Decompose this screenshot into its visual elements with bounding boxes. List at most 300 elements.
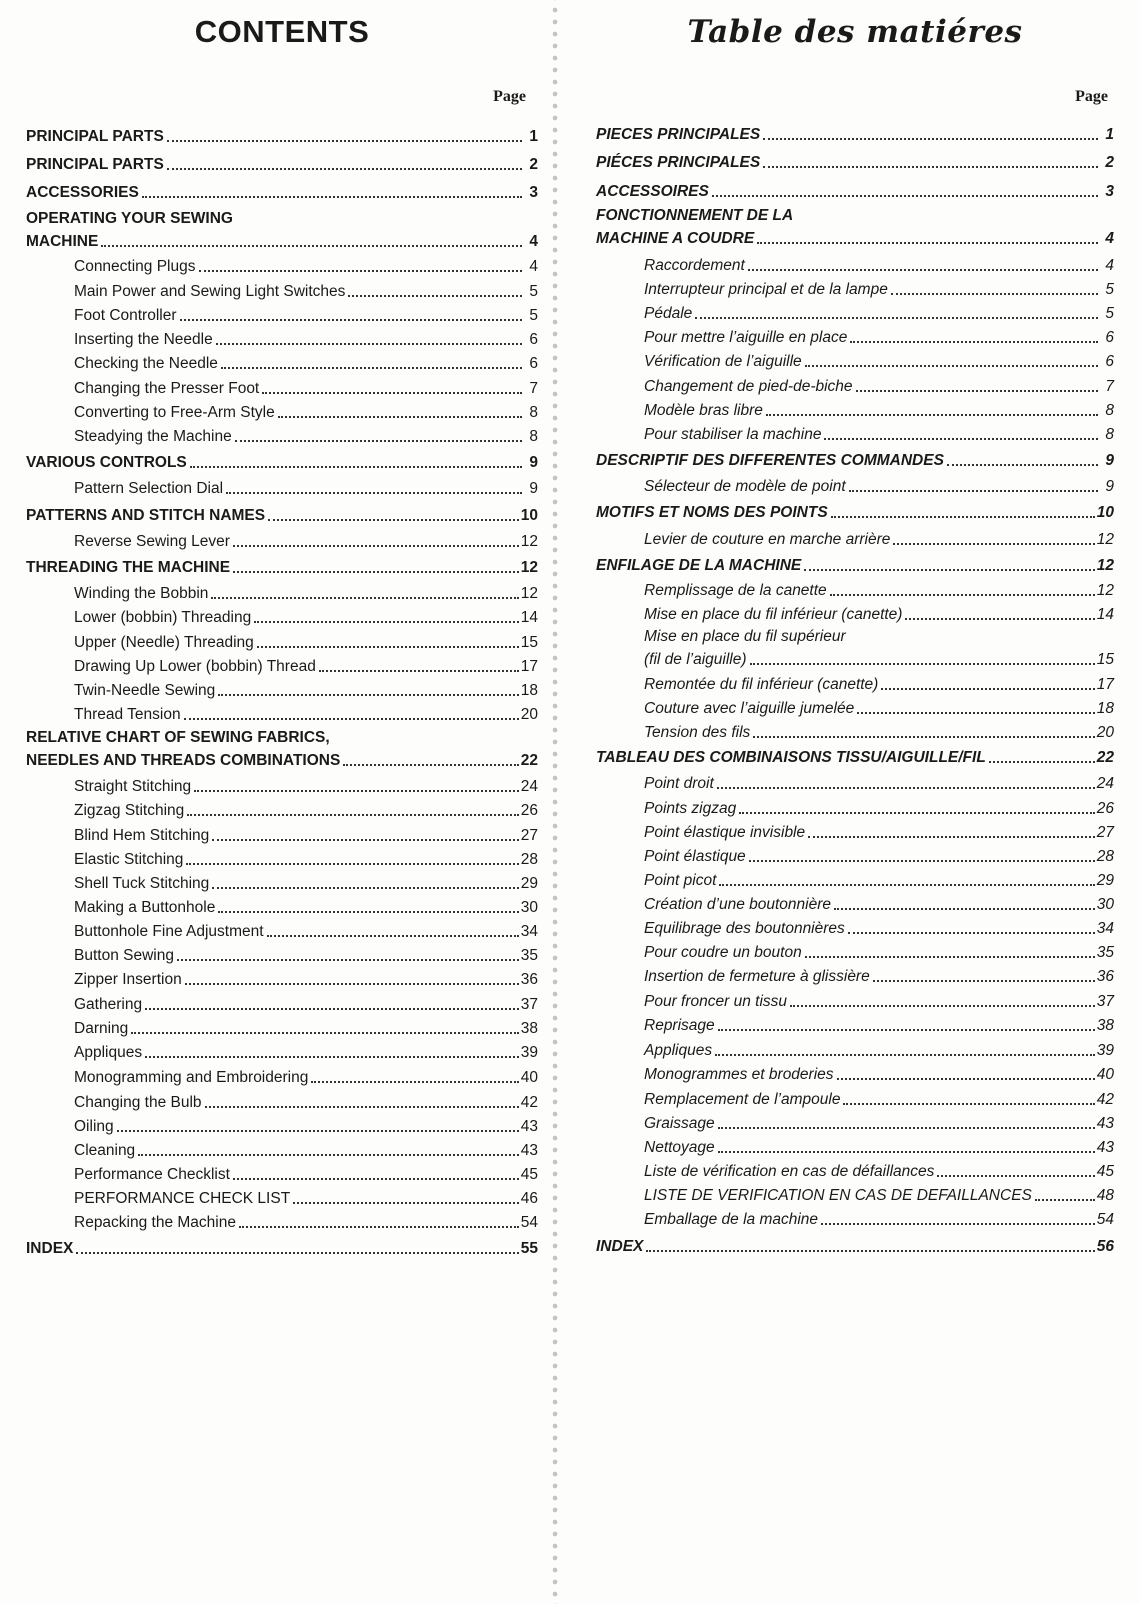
toc-page-number: 42: [1096, 1091, 1114, 1108]
toc-entry: [26, 426, 538, 447]
toc-entry-title: Nettoyage: [644, 1139, 715, 1156]
toc-page-number: 24: [1096, 775, 1114, 792]
toc-entry-title: PRINCIPAL PARTS: [26, 156, 164, 173]
dot-leader: [805, 365, 1098, 367]
toc-page-number: 45: [520, 1166, 538, 1183]
dot-leader: [185, 983, 519, 985]
toc-entry-title: Blind Hem Stitching: [74, 827, 210, 844]
toc-entry: [26, 478, 538, 499]
dot-leader: [881, 688, 1094, 690]
toc-entry-title: Point élastique: [644, 848, 746, 865]
toc-page-number: 43: [1096, 1115, 1114, 1132]
toc-entry-title: Oiling: [74, 1118, 114, 1135]
toc-entry: [596, 303, 1114, 324]
toc-entry-title: VARIOUS CONTROLS: [26, 454, 187, 471]
toc-entry-title: TABLEAU DES COMBINAISONS TISSU/AIGUILLE/FIL: [596, 749, 986, 766]
toc-entry: [26, 680, 538, 701]
toc-page-number: 6: [1105, 353, 1114, 370]
toc-page-number: 7: [1105, 378, 1114, 395]
toc-page-number: 4: [1105, 230, 1114, 247]
dot-leader: [145, 1008, 519, 1010]
toc-entry: [596, 124, 1114, 145]
toc-entry: [596, 279, 1114, 300]
toc-page-number: 54: [1096, 1211, 1114, 1228]
toc-page-number: 14: [1096, 606, 1114, 623]
toc-page-number: 3: [529, 184, 538, 201]
toc-entry-title: Elastic Stitching: [74, 851, 184, 868]
toc-page-number: 5: [1105, 305, 1114, 322]
toc-entry: [596, 918, 1114, 939]
dot-leader: [257, 646, 519, 648]
toc-entry: [26, 656, 538, 677]
toc-entry-title: Appliques: [644, 1042, 713, 1059]
toc-entry-title: Darning: [74, 1020, 129, 1037]
toc-entry-title: Levier de couture en marche arrière: [644, 531, 891, 548]
toc-entry: [26, 607, 538, 628]
toc-page-number: 6: [1105, 329, 1114, 346]
toc-entry-title: Emballage de la machine: [644, 1211, 819, 1228]
toc-entry-title: Graissage: [644, 1115, 715, 1132]
toc-entry-title: Point droit: [644, 775, 714, 792]
toc-page-number: 8: [1105, 402, 1114, 419]
dot-leader: [235, 440, 522, 442]
toc-entry-title: Vérification de l’aiguille: [644, 353, 802, 370]
toc-entry: [26, 1018, 538, 1039]
toc-entry: [26, 1092, 538, 1113]
toc-entry-title: DESCRIPTIF DES DIFFERENTES COMMANDES: [596, 452, 944, 469]
toc-entry-title: MACHINE A COUDRE: [596, 230, 755, 247]
toc-page-number: 38: [520, 1020, 538, 1037]
dot-leader: [211, 597, 518, 599]
toc-entry-title: MOTIFS ET NOMS DES POINTS: [596, 504, 828, 521]
dot-leader: [199, 270, 523, 272]
dot-leader: [268, 519, 519, 521]
toc-entry-title: Insertion de fermeture à glissière: [644, 968, 870, 985]
toc-page-number: 27: [1096, 824, 1114, 841]
toc-entry: [26, 402, 538, 423]
toc-page-number: 35: [520, 947, 538, 964]
toc-page-number: 4: [1105, 257, 1114, 274]
toc-page-number: 18: [1096, 700, 1114, 717]
toc-page-number: 15: [520, 634, 538, 651]
toc-entry: [26, 557, 538, 578]
toc-page-number: 40: [520, 1069, 538, 1086]
toc-entry-title: Checking the Needle: [74, 355, 218, 372]
toc-entry: [596, 1137, 1114, 1158]
toc-page-number: 8: [529, 404, 538, 421]
toc-entry-title: Equilibrage des boutonnières: [644, 920, 845, 937]
toc-entry: [26, 945, 538, 966]
dot-leader: [717, 787, 1095, 789]
toc-entry: [596, 604, 1114, 625]
dot-leader: [766, 414, 1098, 416]
toc-page-number: 35: [1096, 944, 1114, 961]
toc-entry: [26, 969, 538, 990]
toc-page-number: 8: [1105, 426, 1114, 443]
toc-entry-title: Couture avec l’aiguille jumelée: [644, 700, 855, 717]
toc-page-number: 5: [529, 307, 538, 324]
toc-page-number: 9: [1105, 452, 1114, 469]
toc-page-number: 38: [1096, 1017, 1114, 1034]
toc-page-number: 26: [520, 802, 538, 819]
toc-entry: [596, 870, 1114, 891]
toc-page-number: 17: [520, 658, 538, 675]
toc-page-number: 18: [520, 682, 538, 699]
dot-leader: [739, 812, 1095, 814]
dot-leader: [891, 293, 1098, 295]
toc-entry-title: INDEX: [596, 1238, 644, 1255]
toc-entry-title: Upper (Needle) Threading: [74, 634, 254, 651]
dot-leader: [194, 790, 519, 792]
toc-entry: [596, 152, 1114, 173]
toc-entry: [26, 531, 538, 552]
toc-page-number: 28: [1096, 848, 1114, 865]
dot-leader: [848, 932, 1095, 934]
toc-page-number: 29: [520, 875, 538, 892]
toc-entry: [26, 353, 538, 374]
toc-entry: [596, 798, 1114, 819]
dot-leader: [226, 492, 522, 494]
dot-leader: [757, 242, 1098, 244]
toc-entry: [26, 182, 538, 203]
toc-entry-title: Monogrammes et broderies: [644, 1066, 834, 1083]
toc-entry: [596, 846, 1114, 867]
toc-entry-title: Liste de vérification en cas de défaillances: [644, 1163, 935, 1180]
toc-entry-title: Steadying the Machine: [74, 428, 232, 445]
dot-leader: [221, 367, 522, 369]
toc-entry-title: Inserting the Needle: [74, 331, 213, 348]
toc-entry-title: Pour mettre l’aiguille en place: [644, 329, 848, 346]
toc-page-number: 9: [529, 454, 538, 471]
toc-entry-title: Button Sewing: [74, 947, 174, 964]
toc-page-number: 46: [520, 1190, 538, 1207]
toc-entry: [26, 305, 538, 326]
toc-entry: [596, 181, 1114, 202]
toc-entry-title: ACCESSOIRES: [596, 183, 709, 200]
toc-page-number: 9: [1105, 478, 1114, 495]
toc-page-number: 36: [1096, 968, 1114, 985]
toc-entry: [596, 894, 1114, 915]
dot-leader: [763, 138, 1098, 140]
toc-entry-title: Winding the Bobbin: [74, 585, 209, 602]
dot-leader: [311, 1081, 518, 1083]
toc-entry: [596, 722, 1114, 743]
toc-entry: [596, 773, 1114, 794]
toc-entry: [596, 966, 1114, 987]
toc-page-number: 2: [529, 156, 538, 173]
toc-page-number: 12: [520, 559, 538, 576]
toc-entry-title-line1: OPERATING YOUR SEWING: [26, 210, 233, 227]
toc-entry: [596, 1161, 1114, 1182]
toc-page-number: 28: [520, 851, 538, 868]
dot-leader: [763, 166, 1098, 168]
contents-title: CONTENTS: [194, 14, 370, 49]
toc-entry: [596, 1040, 1114, 1061]
dot-leader: [184, 718, 519, 720]
toc-entry: [596, 1209, 1114, 1230]
dot-leader: [293, 1202, 519, 1204]
dot-leader: [343, 764, 518, 766]
dot-leader: [180, 319, 522, 321]
toc-entry: [596, 424, 1114, 445]
toc-entry: [596, 327, 1114, 348]
toc-entry-title: Changing the Bulb: [74, 1094, 202, 1111]
toc-entry: [26, 1212, 538, 1233]
dot-leader: [790, 1005, 1095, 1007]
dot-leader: [857, 712, 1095, 714]
dot-leader: [856, 390, 1098, 392]
dot-leader: [218, 694, 518, 696]
toc-entry-title: (fil de l’aiguille): [644, 651, 747, 668]
toc-page-number: 5: [529, 283, 538, 300]
dot-leader: [348, 295, 522, 297]
toc-entry-title: Raccordement: [644, 257, 745, 274]
toc-entry-title: Reverse Sewing Lever: [74, 533, 230, 550]
dot-leader: [212, 887, 518, 889]
dot-leader: [893, 543, 1094, 545]
toc-page-number: 40: [1096, 1066, 1114, 1083]
toc-page-number: 9: [529, 480, 538, 497]
toc-page-number: 48: [1096, 1187, 1114, 1204]
spiral-binding: [549, 0, 561, 1604]
toc-entry-title: Making a Buttonhole: [74, 899, 216, 916]
dot-leader: [905, 618, 1094, 620]
dot-leader: [718, 1127, 1095, 1129]
dot-leader: [849, 490, 1098, 492]
toc-entry-title: THREADING THE MACHINE: [26, 559, 231, 576]
toc-entry: [596, 1236, 1114, 1257]
toc-entry-title: LISTE DE VERIFICATION EN CAS DE DEFAILLANCES: [644, 1187, 1032, 1204]
dot-leader: [753, 736, 1094, 738]
toc-page-number: 12: [1096, 582, 1114, 599]
dot-leader: [850, 341, 1098, 343]
toc-page-number: 36: [520, 971, 538, 988]
toc-page-number: 7: [529, 380, 538, 397]
toc-entry-title: Point picot: [644, 872, 717, 889]
dot-leader: [834, 908, 1095, 910]
dot-leader: [718, 1151, 1095, 1153]
toc-page-number: 5: [1105, 281, 1114, 298]
toc-page-number: 20: [1096, 724, 1114, 741]
toc-entry: [596, 376, 1114, 397]
toc-entry-title: Interrupteur principal et de la lampe: [644, 281, 888, 298]
dot-leader: [712, 195, 1098, 197]
toc-entry-title: PERFORMANCE CHECK LIST: [74, 1190, 291, 1207]
toc-entry-title: Converting to Free-Arm Style: [74, 404, 275, 421]
toc-page-number: 1: [529, 128, 538, 145]
dot-leader: [216, 343, 522, 345]
toc-entry: [26, 1067, 538, 1088]
toc-entry-title: PIÉCES PRINCIPALES: [596, 154, 761, 171]
toc-entry-title-line1: FONCTIONNEMENT DE LA: [596, 207, 794, 224]
toc-page-number: 6: [529, 331, 538, 348]
toc-page-number: 4: [529, 258, 538, 275]
dot-leader: [254, 621, 519, 623]
toc-entry: [26, 256, 538, 277]
toc-page-number: 17: [1096, 676, 1114, 693]
toc-page-number: 24: [520, 778, 538, 795]
toc-page-number: 8: [529, 428, 538, 445]
toc-entry: [26, 154, 538, 175]
toc-entry-title: Point élastique invisible: [644, 824, 806, 841]
toc-page-number: 12: [1096, 531, 1114, 548]
toc-entry: [26, 632, 538, 653]
toc-entry-title: Connecting Plugs: [74, 258, 196, 275]
toc-entry-title: Monogramming and Embroidering: [74, 1069, 309, 1086]
dot-leader: [167, 168, 522, 170]
toc-entry-title-line1: Mise en place du fil supérieur: [644, 628, 846, 645]
dot-leader: [138, 1154, 519, 1156]
toc-page-number: 15: [1096, 651, 1114, 668]
toc-entry-title: Straight Stitching: [74, 778, 192, 795]
toc-entry: [26, 921, 538, 942]
toc-entry-title: Pattern Selection Dial: [74, 480, 224, 497]
toc-entry-title: Changing the Presser Foot: [74, 380, 260, 397]
toc-entry: [26, 1188, 538, 1209]
toc-entry-title-line1: RELATIVE CHART OF SEWING FABRICS,: [26, 729, 330, 746]
toc-entry: [26, 378, 538, 399]
dot-leader: [233, 571, 519, 573]
toc-entry: [26, 897, 538, 918]
toc-entry: [596, 698, 1114, 719]
toc-entry-title: Zigzag Stitching: [74, 802, 185, 819]
dot-leader: [646, 1250, 1094, 1252]
toc-entry-title: Pour stabiliser la machine: [644, 426, 822, 443]
contents-title-french: Table des matiéres: [687, 14, 1023, 50]
toc-entry: [596, 1113, 1114, 1134]
toc-page-number: 54: [520, 1214, 538, 1231]
toc-entry-title: Performance Checklist: [74, 1166, 230, 1183]
toc-entry-title: Buttonhole Fine Adjustment: [74, 923, 264, 940]
toc-entry-title: Repacking the Machine: [74, 1214, 236, 1231]
toc-entry: [26, 704, 538, 725]
toc-entry-title: NEEDLES AND THREADS COMBINATIONS: [26, 752, 341, 769]
toc-entry: [596, 400, 1114, 421]
toc-entry-title: Gathering: [74, 996, 143, 1013]
toc-page-number: 37: [1096, 993, 1114, 1010]
toc-entry: [596, 555, 1114, 576]
toc-entry-title: Remplacement de l’ampoule: [644, 1091, 841, 1108]
toc-entry: [26, 1116, 538, 1137]
toc-entry: [26, 281, 538, 302]
dot-leader: [748, 269, 1098, 271]
toc-entry: [596, 255, 1114, 276]
toc-entry-title: Tension des fils: [644, 724, 751, 741]
dot-leader: [76, 1252, 518, 1254]
toc-page-number: 30: [1096, 896, 1114, 913]
dot-leader: [989, 761, 1095, 763]
toc-entry: [26, 800, 538, 821]
toc-page-number: 1: [1105, 126, 1114, 143]
toc-entry-title: Drawing Up Lower (bobbin) Thread: [74, 658, 316, 675]
dot-leader: [190, 466, 522, 468]
toc-entry-title: Main Power and Sewing Light Switches: [74, 283, 346, 300]
dot-leader: [145, 1056, 519, 1058]
toc-entry-title: Appliques: [74, 1044, 143, 1061]
dot-leader: [695, 317, 1098, 319]
toc-entry-title: Mise en place du fil inférieur (canette): [644, 606, 903, 623]
toc-entry-title: PATTERNS AND STITCH NAMES: [26, 507, 266, 524]
toc-entry: [596, 529, 1114, 550]
toc-entry: [596, 942, 1114, 963]
toc-entry-title: Twin-Needle Sewing: [74, 682, 216, 699]
toc-entry-title: Création d’une boutonnière: [644, 896, 831, 913]
dot-leader: [319, 670, 519, 672]
page-column-header-french: Page: [1075, 88, 1108, 105]
toc-page-number: 42: [520, 1094, 538, 1111]
toc-entry: [26, 1140, 538, 1161]
toc-entry-title: Points zigzag: [644, 800, 737, 817]
toc-entry: [26, 231, 538, 252]
toc-entry: [26, 873, 538, 894]
toc-page-number: 26: [1096, 800, 1114, 817]
toc-entry: [26, 126, 538, 147]
toc-entry-title: ACCESSORIES: [26, 184, 139, 201]
dot-leader: [750, 663, 1095, 665]
toc-entry: [596, 822, 1114, 843]
toc-entry: [596, 1185, 1114, 1206]
dot-leader: [218, 911, 518, 913]
dot-leader: [167, 140, 522, 142]
toc-entry-title: Sélecteur de modèle de point: [644, 478, 846, 495]
dot-leader: [212, 839, 518, 841]
dot-leader: [239, 1226, 519, 1228]
toc-entry: [26, 825, 538, 846]
toc-entry: [26, 776, 538, 797]
dot-leader: [824, 438, 1098, 440]
toc-page-number: 43: [1096, 1139, 1114, 1156]
toc-page-number: 10: [520, 507, 538, 524]
dot-leader: [804, 569, 1095, 571]
dot-leader: [101, 245, 522, 247]
dot-leader: [187, 814, 518, 816]
toc-entry-title: Pour froncer un tissu: [644, 993, 788, 1010]
dot-leader: [718, 1029, 1095, 1031]
toc-page-number: 12: [1096, 557, 1114, 574]
dot-leader: [830, 594, 1095, 596]
toc-entry-title: Cleaning: [74, 1142, 136, 1159]
toc-entry-title: Foot Controller: [74, 307, 177, 324]
dot-leader: [233, 1178, 519, 1180]
toc-page-number: 12: [520, 533, 538, 550]
toc-entry: [26, 994, 538, 1015]
toc-entry-title: Shell Tuck Stitching: [74, 875, 210, 892]
toc-entry-title: PRINCIPAL PARTS: [26, 128, 164, 145]
dot-leader: [117, 1130, 519, 1132]
page-column-header: Page: [493, 88, 526, 105]
toc-entry: [26, 849, 538, 870]
toc-entry-title: PIECES PRINCIPALES: [596, 126, 761, 143]
toc-entry-title: Remplissage de la canette: [644, 582, 827, 599]
toc-page-number: 39: [1096, 1042, 1114, 1059]
toc-page-number: 55: [520, 1240, 538, 1257]
toc-page-number: 6: [529, 355, 538, 372]
toc-entry-title: Lower (bobbin) Threading: [74, 609, 252, 626]
toc-page-number: 37: [520, 996, 538, 1013]
dot-leader: [947, 464, 1098, 466]
dot-leader: [873, 980, 1095, 982]
toc-entry: [26, 1164, 538, 1185]
toc-entry: [596, 991, 1114, 1012]
toc-page-number: 39: [520, 1044, 538, 1061]
toc-entry: [596, 351, 1114, 372]
dot-leader: [821, 1223, 1095, 1225]
toc-page-number: 14: [520, 609, 538, 626]
dot-leader: [937, 1175, 1094, 1177]
toc-entry-title: Thread Tension: [74, 706, 181, 723]
toc-entry: [26, 329, 538, 350]
toc-page-number: 2: [1105, 154, 1114, 171]
